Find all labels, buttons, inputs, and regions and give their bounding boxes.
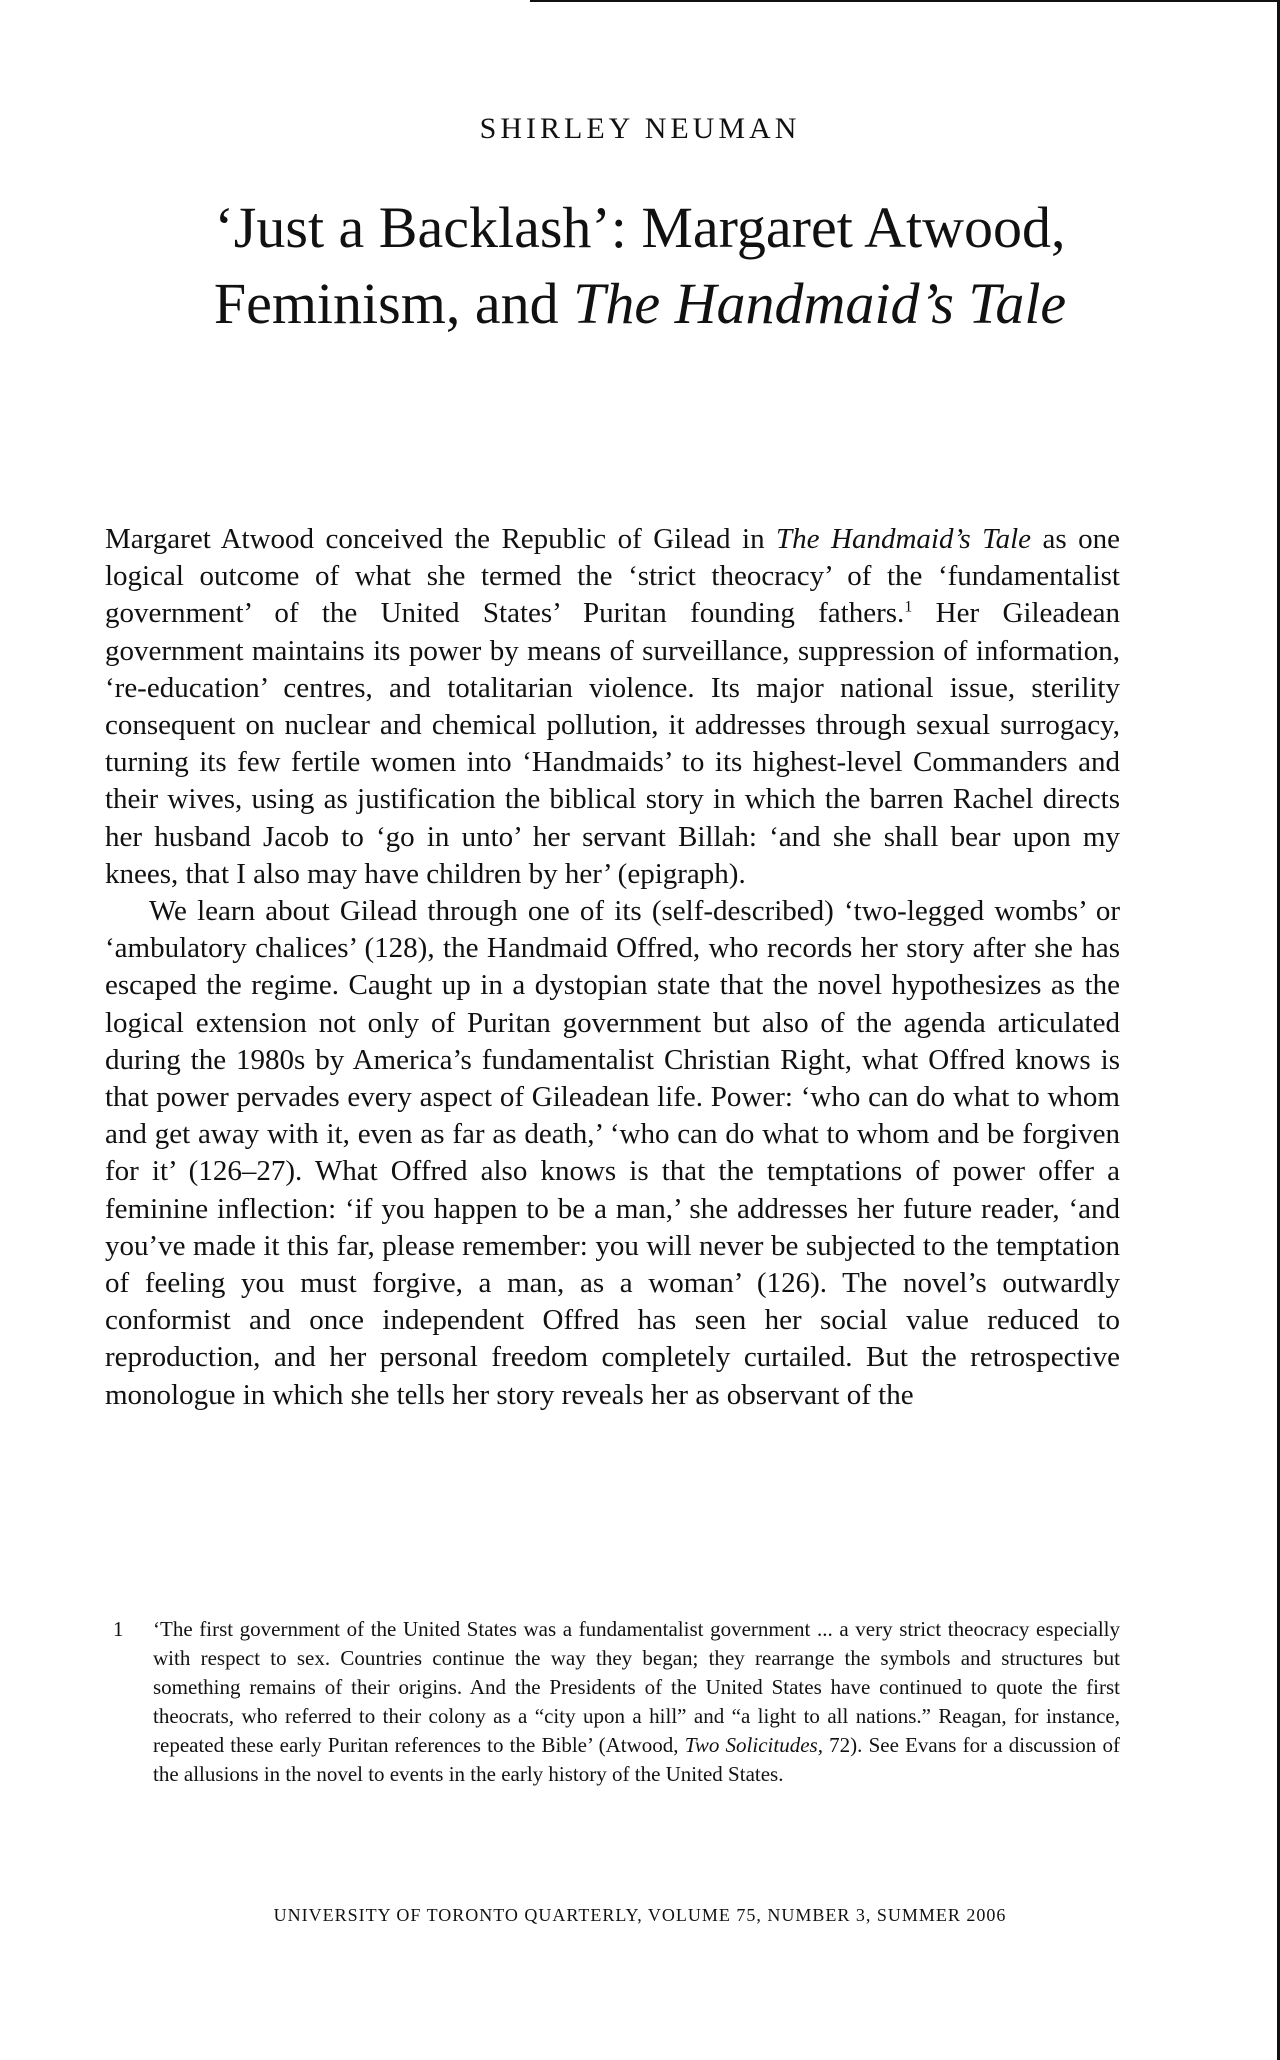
footnote-book-title: Two Solicitudes, xyxy=(684,1733,823,1757)
footnote xyxy=(105,1615,1120,1789)
top-border-rule xyxy=(530,0,1280,2)
footnote-text-a: ‘The first government of the United States was a fundamentalist government ... a very strict theocracy especially with respect to sex. Countries continue the way they began; they rearrange the symbols and structures but something remains of their origins. And the Presidents of the United States have continued to quote the first theocrats, who referred to their colony as a “city upon a hill” and “a light to all nations.” Reagan, for instance, repeated these early Puritan references to the Bible’ (Atwood, xyxy=(153,1617,1120,1757)
title-line-2 xyxy=(0,266,1280,342)
footnote-text-b: 72). See Evans for a discussion of the allusions in the novel to events in the early history of the United States. xyxy=(153,1733,1120,1786)
paragraph-1-text-a: Margaret Atwood conceived the Republic of Gilead in xyxy=(105,523,777,555)
journal-footer: UNIVERSITY OF TORONTO QUARTERLY, VOLUME 75, NUMBER 3, SUMMER 2006 xyxy=(273,1905,1007,1925)
paragraph-1-text-c: Her Gileadean government maintains its power by means of surveillance, suppression of information, ‘re-education’ centres, and totalitarian violence. Its major national issue, sterility consequent on nuclear and chemical pollution, it addresses through sexual surrogacy, turning its few fertile women into ‘Handmaids’ to its highest-level Commanders and their wives, using as justification the biblical story in which the barren Rachel directs her husband Jacob to ‘go in unto’ her servant Billah: ‘and she shall bear upon my knees, that I also may have children by her’ (epigraph). xyxy=(105,597,1121,890)
article-body xyxy=(105,521,1120,1414)
footnote-marker: 1 xyxy=(904,598,913,616)
paragraph-2: We learn about Gilead through one of its (self-described) ‘two-legged wombs’ or ‘ambulatory chalices’ (128), the Handmaid Offred, who records her story after she has escaped the regime. Caught up in a dystopian state that the novel hypothesizes as the logical extension not only of Puritan government but also of the agenda articulated during the 1980s by America’s fundamentalist Christian Right, what Offred knows is that power pervades every aspect of Gileadean life. Power: ‘who can do what to whom and get away with it, even as far as death,’ ‘who can do what to whom and be forgiven for it’ (126–27). What Offred also knows is that the temptations of power offer a feminine inflection: ‘if you happen to be a man,’ she addresses her future reader, ‘and you’ve made it this far, please remember: you will never be subjected to the temptation of feeling you must forgive, a man, as a woman’ (126). The novel’s outwardly conformist and once independent Offred has seen her social value reduced to reproduction, and her personal freedom completely curtailed. But the retrospective monologue in which she tells her story reveals her as observant of the xyxy=(105,895,1120,1411)
footnote-number: 1 xyxy=(113,1617,124,1641)
title-line-1: ‘Just a Backlash’: Margaret Atwood, xyxy=(214,195,1066,260)
article-title xyxy=(0,190,1280,342)
paragraph-1-book-title: The Handmaid’s Tale xyxy=(776,523,1032,555)
paragraph-1-text-b: as one logical outcome of what she termed the ‘strict theocracy’ of the ‘fundamentalist government’ of the United States’ Puritan founding fathers. xyxy=(105,523,1121,630)
paragraph-1 xyxy=(105,521,1120,893)
title-book-name: The Handmaid’s Tale xyxy=(573,271,1067,336)
title-line-2-prefix: Feminism, and xyxy=(213,271,574,336)
footnote-text xyxy=(153,1615,1120,1789)
author-name: SHIRLEY NEUMAN xyxy=(479,112,801,145)
